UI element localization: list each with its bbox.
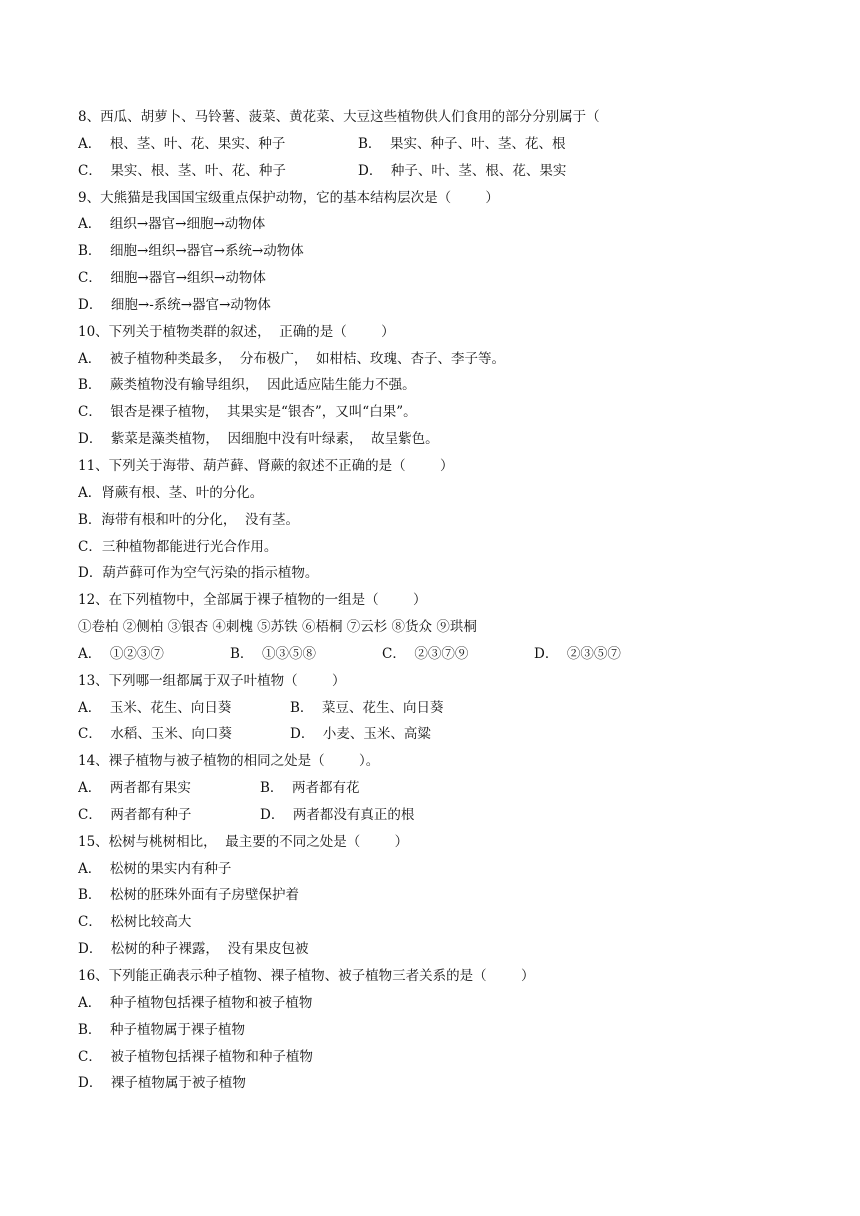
question-12-plant-list: ①卷柏 ②侧柏 ③银杏 ④刺槐 ⑤苏铁 ⑥梧桐 ⑦云杉 ⑧货众 ⑨珙桐: [78, 619, 477, 636]
question-15-option-c[interactable]: C． 松树比较高大: [78, 914, 192, 931]
question-14-option-c[interactable]: C． 两者都有种子: [78, 806, 192, 823]
question-8-option-a[interactable]: A． 根、茎、叶、花、果实、种子: [78, 135, 286, 152]
question-14-option-d[interactable]: D． 两者都没有真正的根: [260, 806, 415, 823]
question-13-options-cd: [78, 721, 838, 748]
question-11-option-c[interactable]: C．三种植物都能进行光合作用。: [78, 538, 278, 555]
question-8-option-d[interactable]: D． 种子、叶、茎、根、花、果实: [358, 162, 567, 179]
question-11-option-a[interactable]: A．肾蕨有根、茎、叶的分化。: [78, 484, 264, 501]
question-11-option-b[interactable]: B．海带有根和叶的分化， 没有茎。: [78, 511, 300, 528]
question-9-option-b[interactable]: B． 细胞→组织→器官→系统→动物体: [78, 243, 304, 260]
question-15-option-d[interactable]: D． 松树的种子裸露， 没有果皮包被: [78, 941, 309, 958]
question-15-option-a[interactable]: A． 松树的果实内有种子: [78, 860, 232, 877]
question-9-stem: 9、大熊猫是我国国宝级重点保护动物，它的基本结构层次是（ ）: [78, 189, 499, 206]
question-8-options-cd: [78, 158, 838, 185]
question-9-option-c[interactable]: C． 细胞→器官→组织→动物体: [78, 270, 266, 287]
question-12-stem: 12、在下列植物中，全部属于裸子植物的一组是（ ）: [78, 592, 427, 609]
question-16-option-a[interactable]: A． 种子植物包括裸子植物和被子植物: [78, 994, 313, 1011]
question-10-option-a[interactable]: A． 被子植物种类最多， 分布极广， 如柑桔、玫瑰、杏子、李子等。: [78, 350, 505, 367]
question-12-option-d[interactable]: D． ②③⑤⑦: [534, 645, 621, 662]
question-16-option-b[interactable]: B． 种子植物属于裸子植物: [78, 1021, 246, 1038]
question-13-option-b[interactable]: B． 菜豆、花生、向日葵: [290, 699, 444, 716]
question-8-option-b[interactable]: B． 果实、种子、叶、茎、花、根: [358, 135, 566, 152]
question-13-option-d[interactable]: D． 小麦、玉米、高粱: [290, 726, 431, 743]
question-11-stem: 11、下列关于海带、葫芦藓、肾蕨的叙述不正确的是（ ）: [78, 457, 454, 474]
question-12-option-b[interactable]: B． ①③⑤⑧: [230, 645, 317, 662]
question-9-option-a[interactable]: A． 组织→器官→细胞→动物体: [78, 216, 266, 233]
question-13-options-ab: [78, 695, 838, 722]
question-8-options-ab: [78, 131, 838, 158]
question-10-option-b[interactable]: B． 蕨类植物没有输导组织， 因此适应陆生能力不强。: [78, 377, 416, 394]
question-12-option-a[interactable]: A． ①②③⑦: [78, 645, 164, 662]
question-10-stem: 10、下列关于植物类群的叙述， 正确的是（ ）: [78, 323, 395, 340]
question-14-option-b[interactable]: B． 两者都有花: [260, 780, 360, 797]
question-15-option-b[interactable]: B． 松树的胚珠外面有子房壁保护着: [78, 887, 300, 904]
question-14-options-ab: [78, 775, 838, 802]
question-16-option-d[interactable]: D． 裸子植物属于被子植物: [78, 1075, 246, 1092]
question-9-option-d[interactable]: D． 细胞→-系统→器官→动物体: [78, 296, 271, 313]
question-15-stem: 15、松树与桃树相比， 最主要的不同之处是（ ）: [78, 833, 409, 850]
question-8-stem: 8、西瓜、胡萝卜、马铃薯、菠菜、黄花菜、大豆这些植物供人们食用的部分分别属于（: [78, 109, 600, 125]
exam-page: [78, 104, 838, 1097]
question-13-stem: 13、下列哪一组都属于双子叶植物（ ）: [78, 672, 346, 689]
question-14-options-cd: [78, 802, 838, 829]
question-13-option-c[interactable]: C． 水稻、玉米、向口葵: [78, 726, 232, 743]
question-8-option-c[interactable]: C． 果实、根、茎、叶、花、种子: [78, 162, 286, 179]
question-13-option-a[interactable]: A． 玉米、花生、向日葵: [78, 699, 232, 716]
question-11-option-d[interactable]: D．葫芦藓可作为空气污染的指示植物。: [78, 565, 319, 582]
question-10-option-c[interactable]: C． 银杏是裸子植物， 其果实是“银杏”，又叫“白果”。: [78, 404, 417, 421]
question-12-option-c[interactable]: C． ②③⑦⑨: [382, 645, 469, 662]
question-14-option-a[interactable]: A． 两者都有果实: [78, 780, 191, 797]
question-16-option-c[interactable]: C． 被子植物包括裸子植物和种子植物: [78, 1048, 313, 1065]
question-16-stem: 16、下列能正确表示种子植物、裸子植物、被子植物三者关系的是（ ）: [78, 968, 535, 984]
question-12-options: [78, 641, 838, 668]
question-10-option-d[interactable]: D． 紫菜是藻类植物， 因细胞中没有叶绿素， 故呈紫色。: [78, 431, 439, 448]
question-14-stem: 14、裸子植物与被子植物的相同之处是（ ）。: [78, 753, 380, 770]
